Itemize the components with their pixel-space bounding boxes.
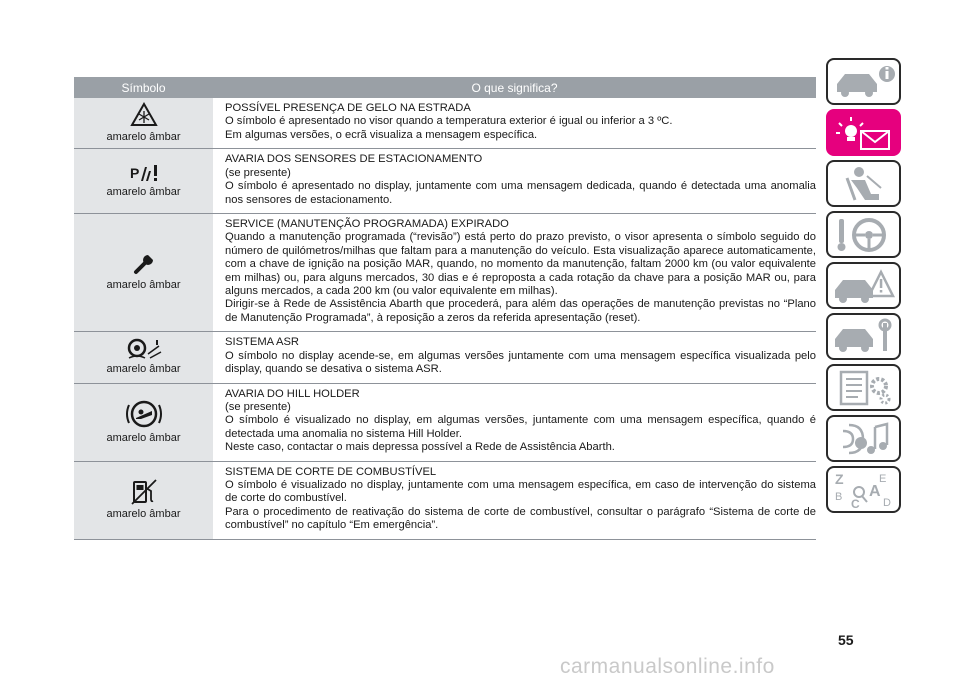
index-letter: C <box>850 496 860 510</box>
table-row <box>74 332 816 383</box>
ice-warning-icon <box>130 102 158 128</box>
description-line: O símbolo é apresentado no visor quando a temperatura exterior é igual ou inferior a 3 ºC. <box>225 115 673 128</box>
symbol-cell <box>74 214 213 332</box>
chapter-tabs <box>826 58 901 517</box>
multimedia-icon <box>831 419 897 459</box>
description-line: (se presente) <box>225 400 291 413</box>
description-title: SISTEMA DE CORTE DE COMBUSTÍVEL <box>225 465 437 478</box>
index-letter: D <box>882 496 891 509</box>
description-cell <box>213 461 816 539</box>
color-label: amarelo âmbar <box>106 507 181 520</box>
chapter-tab-vehicle-knowledge[interactable] <box>826 58 901 105</box>
seat-airbag-icon <box>831 164 897 204</box>
steering-wheel-key-icon <box>831 215 897 255</box>
chapter-tab-technical-data[interactable] <box>826 364 901 411</box>
chapter-tab-warning-lights[interactable] <box>826 109 901 156</box>
description-line: (se presente) <box>225 166 291 179</box>
color-label: amarelo âmbar <box>106 131 181 143</box>
car-maintenance-icon <box>831 317 897 357</box>
description-line: Em algumas versões, o ecrã visualiza a mensagem específica. <box>225 128 538 141</box>
table-row <box>74 383 816 461</box>
index-letter: A <box>868 482 881 500</box>
description-cell <box>213 383 816 461</box>
description-cell <box>213 98 816 149</box>
wrench-icon <box>132 252 156 276</box>
description-line: Para o procedimento de reativação do sistema de corte de combustível, consultar o parágrafo “Sistema de corte de combustível” no capítulo “Em emergência”. <box>225 505 816 532</box>
description-line: Quando a manutenção programada (“revisão”) está perto do prazo previsto, o visor apresenta o símbolo seguido do número de quilómetros/milhas que faltam para a manutenção do veículo. Esta visualização aparece automaticamente, com a chave de ignição na posição MAR, quando, no momento da manutenção, faltam 2000 km (ou valor equivalente em milhas) ou, para alguns mercados, 30 dias e é reproposta a cada rotação da chave para a posição MAR ou, para alguns mercados, a cada 200 km (ou valor equivalente em milhas). <box>225 231 816 298</box>
description-line: Dirigir-se à Rede de Assistência Abarth que procederá, para além das operações de manutenção previstas no “Plano de Manutenção Programada”, à reposição a zeros da referida apresentação (reset). <box>225 298 816 324</box>
description-title: SISTEMA ASR <box>225 336 299 349</box>
chapter-tab-safety[interactable] <box>826 160 901 207</box>
table-row <box>74 461 816 539</box>
chapter-tab-starting-driving[interactable] <box>826 211 901 258</box>
description-line: O símbolo é apresentado no display, juntamente com uma mensagem dedicada, quando é detectada uma anomalia nos sensores de estacionamento. <box>225 180 816 206</box>
color-label: amarelo âmbar <box>106 186 181 199</box>
chapter-tab-index[interactable] <box>826 466 901 513</box>
car-info-icon <box>831 62 897 102</box>
description-cell <box>213 332 816 383</box>
alphabetical-index-icon <box>831 470 897 510</box>
table-row <box>74 214 816 332</box>
color-label: amarelo âmbar <box>106 431 181 444</box>
description-title: POSSÍVEL PRESENÇA DE GELO NA ESTRADA <box>225 102 471 114</box>
symbol-cell <box>74 149 213 214</box>
parking-sensor-failure-icon <box>129 163 159 183</box>
index-letter: Z <box>834 470 844 487</box>
page-number: 55 <box>838 632 854 648</box>
technical-data-icon <box>831 368 897 408</box>
description-line: O símbolo é visualizado no display, em algumas versões, juntamente com uma mensagem específica, quando é detectada uma anomalia no sistema Hill Holder. <box>225 414 816 440</box>
description-cell <box>213 214 816 332</box>
symbol-column-header: Símbolo <box>74 77 213 98</box>
table-header-row <box>74 77 816 98</box>
description-line: O símbolo é visualizado no display, juntamente com uma mensagem específica, em caso de intervenção do sistema de corte do combustível. <box>225 478 816 505</box>
table-row <box>74 98 816 149</box>
chapter-tab-emergency[interactable] <box>826 262 901 309</box>
description-title: AVARIA DOS SENSORES DE ESTACIONAMENTO <box>225 153 483 166</box>
color-label: amarelo âmbar <box>106 363 181 376</box>
warning-lights-table <box>74 77 816 540</box>
car-emergency-icon <box>831 266 897 306</box>
index-letter: E <box>878 472 886 485</box>
asr-icon <box>126 338 162 360</box>
index-letter: B <box>834 490 842 503</box>
symbol-cell <box>74 332 213 383</box>
description-cell <box>213 149 816 214</box>
chapter-tab-multimedia[interactable] <box>826 415 901 462</box>
description-line: O símbolo no display acende-se, em algumas versões juntamente com uma mensagem específica visualizada pelo display, quando se desativa o sistema ASR. <box>225 349 816 376</box>
symbol-cell <box>74 461 213 539</box>
svg-text:P: P <box>129 165 139 182</box>
color-label: amarelo âmbar <box>106 279 181 292</box>
symbol-cell <box>74 98 213 149</box>
description-title: AVARIA DO HILL HOLDER <box>225 387 360 400</box>
table-row <box>74 149 816 214</box>
symbol-cell <box>74 383 213 461</box>
chapter-tab-servicing[interactable] <box>826 313 901 360</box>
hill-holder-icon <box>125 399 163 429</box>
warning-light-message-icon <box>831 113 897 153</box>
description-line: Neste caso, contactar o mais depressa possível a Rede de Assistência Abarth. <box>225 441 615 454</box>
meaning-column-header: O que significa? <box>213 77 816 98</box>
description-title: SERVICE (MANUTENÇÃO PROGRAMADA) EXPIRADO <box>225 218 509 231</box>
watermark: carmanualsonline.info <box>560 655 775 678</box>
fuel-cutoff-icon <box>131 479 157 505</box>
